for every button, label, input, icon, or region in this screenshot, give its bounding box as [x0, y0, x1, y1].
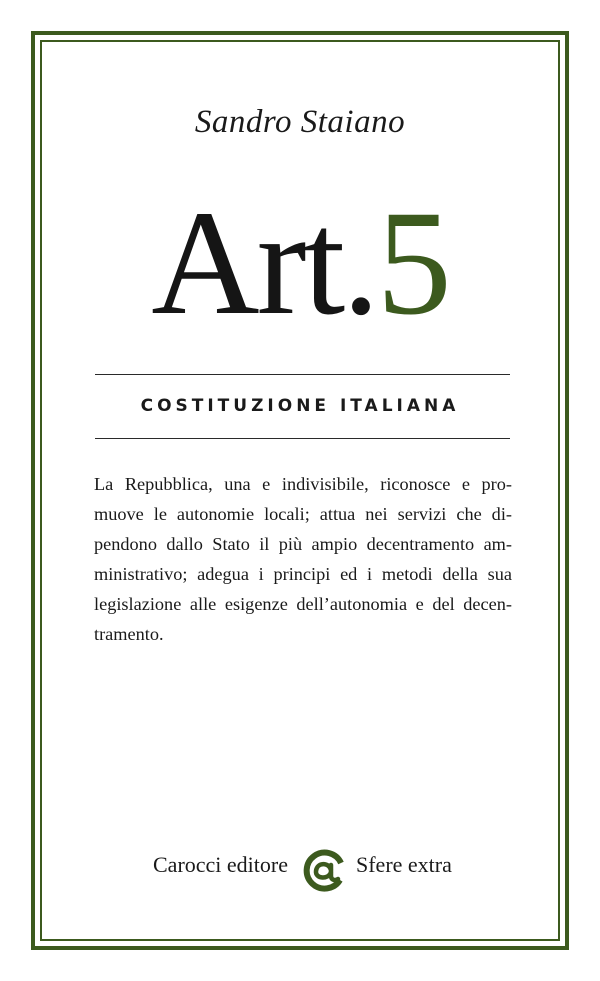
title-number: 5	[376, 180, 449, 346]
subtitle: COSTITUZIONE ITALIANA	[140, 396, 460, 416]
article-line: pendono dallo Stato il più ampio decentramento am-	[94, 534, 512, 554]
article-line: tramento.	[94, 624, 164, 644]
article-line: La Repubblica, una e indivisibile, riconosce e pro-	[94, 474, 512, 494]
article-line: muove le autonomie locali; attua nei servizi che di-	[94, 504, 512, 524]
article-line: ministrativo; adegua i principi ed i metodi della sua	[94, 564, 512, 584]
cover-footer	[0, 846, 600, 896]
carocci-at-logo-icon	[300, 846, 348, 896]
series-name: Sfere extra	[356, 852, 452, 877]
top-rule	[95, 374, 510, 375]
bottom-rule	[95, 438, 510, 439]
article-line: legislazione alle esigenze dell’autonomia e del decen-	[94, 594, 512, 614]
book-title	[0, 178, 600, 348]
publisher-name: Carocci editore	[153, 852, 288, 877]
title-prefix: Art.	[151, 180, 377, 346]
article-text	[94, 469, 512, 649]
author-name: Sandro Staiano	[194, 104, 406, 140]
